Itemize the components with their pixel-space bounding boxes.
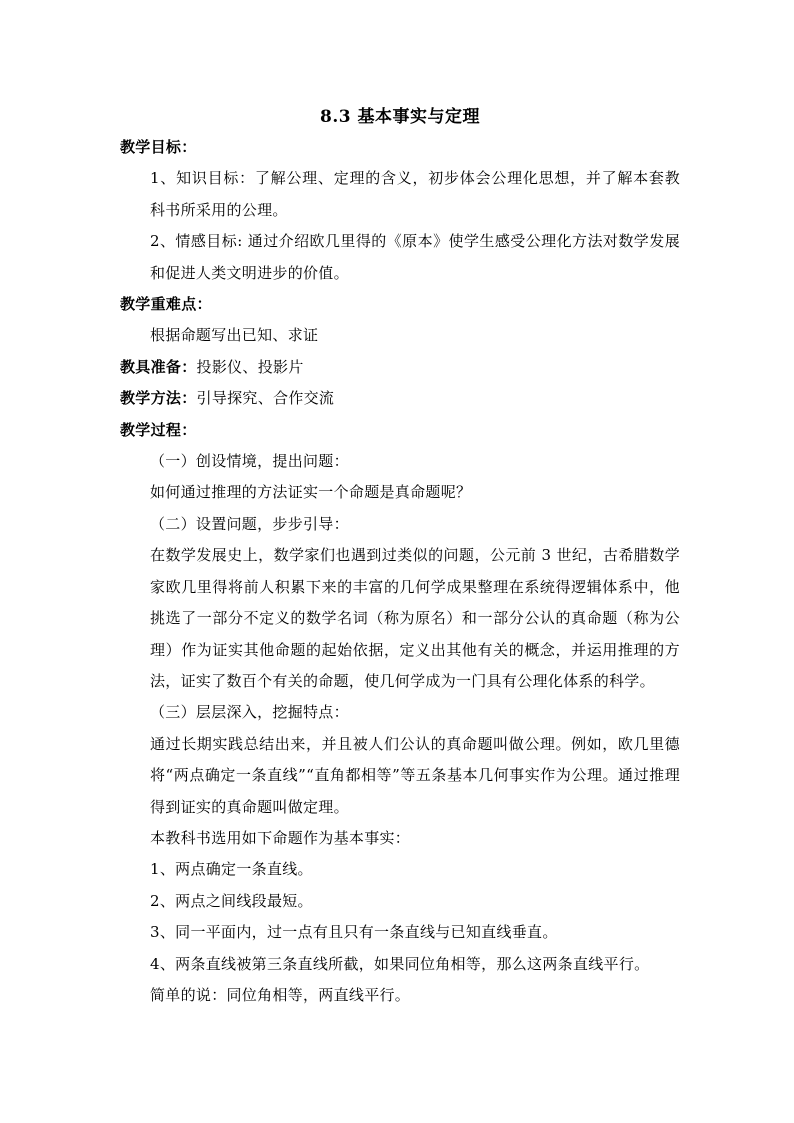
fact-4: 4、两条直线被第三条直线所截，如果同位角相等，那么这两条直线平行。 (150, 954, 650, 973)
fact-3: 3、同一平面内，过一点有且只有一条直线与已知直线垂直。 (150, 923, 558, 942)
fact-2: 2、两点之间线段最短。 (150, 891, 313, 910)
tools-text: 投影仪、投影片 (196, 357, 304, 376)
page-title: 8.3 基本事实与定理 (320, 107, 480, 127)
objective-emotion: 2、情感目标: 通过介绍欧几里得的《原本》使学生感受公理化方法对数学发展和促进人类文明进步的价值。 (150, 232, 680, 282)
tools-label: 教具准备： (120, 357, 197, 376)
objectives-heading: 教学目标： (120, 138, 197, 156)
step1-text: 如何通过推理的方法证实一个命题是真命题呢？ (150, 483, 472, 502)
document-page (120, 100, 680, 1011)
step3-title: （三）层层深入，挖掘特点： (150, 703, 349, 722)
method-row (120, 383, 680, 414)
step2-title: （二）设置问题，步步引导： (150, 514, 349, 533)
objective-knowledge: 1、知识目标：了解公理、定理的含义，初步体会公理化思想，并了解本套教科书所采用的公理。 (150, 169, 680, 219)
tools-row (120, 352, 680, 383)
step1-title: （一）创设情境，提出问题： (150, 452, 349, 471)
keypoints-heading: 教学重难点： (120, 295, 212, 314)
step3-text: 通过长期实践总结出来，并且被人们公认的真命题叫做公理。例如，欧几里德将“两点确定一条直线”“直角都相等”等五条基本几何事实作为公理。通过推理得到证实的真命题叫做定理。 (150, 734, 680, 816)
fact-4-short: 简单的说：同位角相等，两直线平行。 (150, 985, 411, 1004)
fact-1: 1、两点确定一条直线。 (150, 860, 313, 879)
facts-intro: 本教科书选用如下命题作为基本事实： (150, 828, 411, 847)
process-heading: 教学过程： (120, 420, 197, 439)
method-text: 引导探究、合作交流 (196, 389, 335, 408)
step2-text: 在数学发展史上，数学家们也遇到过类似的问题，公元前 3 世纪，古希腊数学家欧几里得将前人积累下来的丰富的几何学成果整理在系统得逻辑体系中，他挑选了一部分不定义的数学名词（称为原名）和一部分公认的真命题（称为公理）作为证实其他命题的起始依据，定义出其他有关的概念，并运用推理的方法，证实了数百个有关的命题，使几何学成为一门具有公理化体系的科学。 (150, 546, 680, 690)
method-label: 教学方法： (120, 389, 197, 408)
keypoints-text: 根据命题写出已知、求证 (150, 326, 319, 345)
